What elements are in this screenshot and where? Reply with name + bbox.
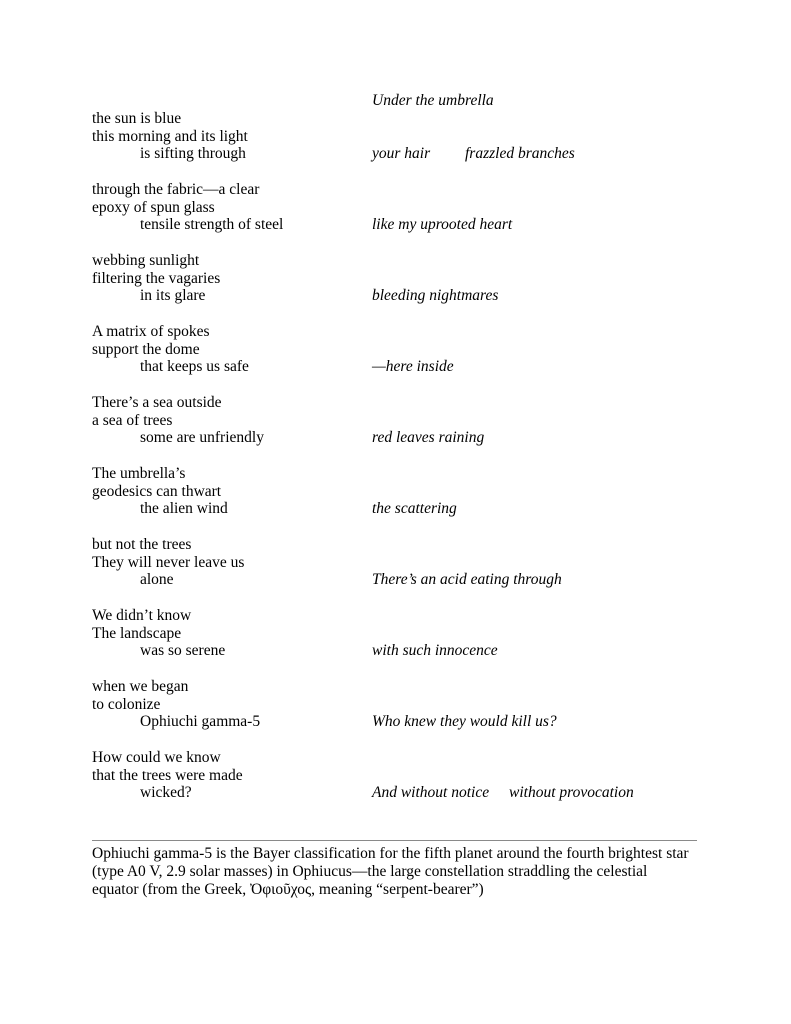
poem-row [92,216,752,234]
poem-left-text: that the trees were made [92,766,243,784]
poem-row [92,341,752,359]
poem-left-text: We didn’t know [92,606,192,624]
poem-left-text: How could we know [92,748,221,766]
poem-left-text: the alien wind [140,500,228,518]
poem-row [92,252,752,270]
poem-left-text: through the fabric—a clear [92,180,260,198]
poem-row [92,784,752,802]
poem-row [92,287,752,305]
poem-row [92,429,752,447]
poem-row [92,465,752,483]
poem-row [92,642,752,660]
poem-left-text: A matrix of spokes [92,322,210,340]
poem-right-text: the scattering [372,500,457,518]
poem-left-text: geodesics can thwart [92,482,222,500]
poem-left-text: is sifting through [140,145,246,163]
poem-left-text: filtering the vagaries [92,269,221,287]
poem-row [92,270,752,288]
poem [92,92,752,802]
poem-row [92,625,752,643]
poem-right-text: Under the umbrella [372,92,494,109]
poem-row [92,163,752,181]
poem-right-text: frazzled branches [465,145,575,163]
poem-left-text: There’s a sea outside [92,393,222,411]
poem-row [92,607,752,625]
poem-row [92,110,752,128]
poem-row [92,660,752,678]
poem-right-text: red leaves raining [372,429,485,447]
footnote-line: (type A0 V, 2.9 solar masses) in Ophiucus—the large constellation straddling the celestial [92,862,648,880]
poem-left-text: but not the trees [92,535,192,553]
poem-row [92,358,752,376]
poem-row [92,145,752,163]
poem-row [92,571,752,589]
poem-left-text: webbing sunlight [92,251,200,269]
poem-left-text: when we began [92,677,189,695]
poem-row [92,518,752,536]
poem-row [92,500,752,518]
poem-left-text: this morning and its light [92,127,248,145]
poem-left-text: wicked? [140,784,192,802]
poem-right-text: There’s an acid eating through [372,571,562,589]
poem-row [92,234,752,252]
poem-left-text: was so serene [140,642,226,660]
footnote-line: equator (from the Greek, Ὀφιοῦχος, meaning “serpent-bearer”) [92,880,484,898]
poem-row [92,749,752,767]
poem-row [92,92,752,110]
poem-right-text: without provocation [509,784,634,802]
poem-left-text: support the dome [92,340,200,358]
poem-row [92,376,752,394]
poem-left-text: They will never leave us [92,553,245,571]
footnote [92,840,732,899]
poem-right-text: your hair [372,145,431,163]
poem-row [92,181,752,199]
poem-right-text: with such innocence [372,642,498,660]
poem-left-text: to colonize [92,695,161,713]
poem-row [92,713,752,731]
poem-left-text: The umbrella’s [92,464,186,482]
poem-row [92,447,752,465]
poem-right-text: Who knew they would kill us? [372,713,557,731]
poem-row [92,554,752,572]
poem-left-text: a sea of trees [92,411,173,429]
poem-row [92,412,752,430]
poem-left-text: The landscape [92,624,182,642]
poem-row [92,731,752,749]
footnote-lines [92,845,732,899]
poem-row [92,394,752,412]
poem-left-text: in its glare [140,287,206,305]
poem-row [92,483,752,501]
poem-row [92,696,752,714]
poem-row [92,305,752,323]
poem-row [92,536,752,554]
poem-left-text: the sun is blue [92,109,182,127]
poem-right-text: bleeding nightmares [372,287,499,305]
poem-row [92,199,752,217]
poem-right-text: —here inside [372,358,454,376]
poem-right-text: And without notice [372,784,490,802]
poem-left-text: some are unfriendly [140,429,264,447]
poem-left-text: that keeps us safe [140,358,249,376]
poem-left-text: epoxy of spun glass [92,198,215,216]
poem-row [92,128,752,146]
poem-row [92,323,752,341]
footnote-rule [92,840,697,841]
footnote-line: Ophiuchi gamma-5 is the Bayer classification for the fifth planet around the fourth brightest star [92,845,689,862]
poem-left-text: Ophiuchi gamma-5 [140,713,261,731]
poem-row [92,589,752,607]
poem-row [92,678,752,696]
poem-left-text: alone [140,571,174,589]
poem-left-text: tensile strength of steel [140,216,284,234]
poem-right-text: like my uprooted heart [372,216,513,234]
poem-row [92,767,752,785]
